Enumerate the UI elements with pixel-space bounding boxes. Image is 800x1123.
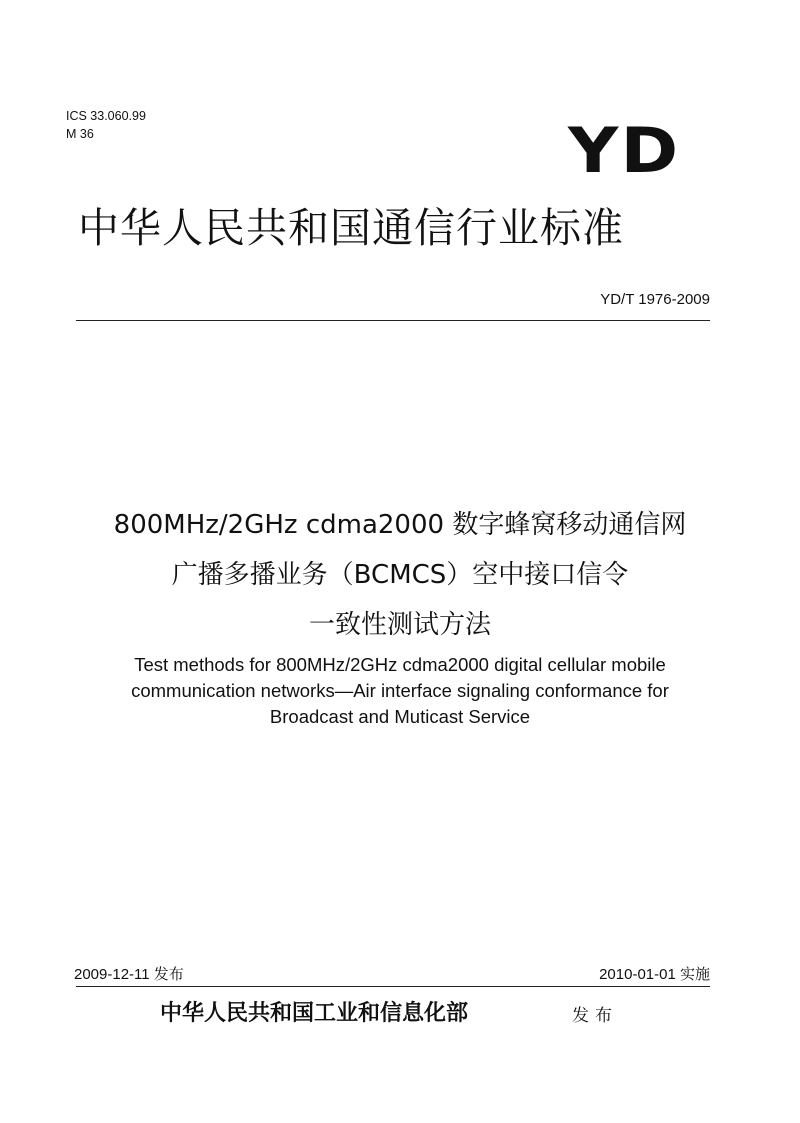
publisher-name: 中华人民共和国工业和信息化部 — [160, 1000, 469, 1026]
english-title — [60, 652, 740, 730]
yd-logo: YD — [568, 114, 681, 187]
chinese-title-line-1: 800MHz/2GHz cdma2000 数字蜂窝移动通信网 — [113, 510, 687, 540]
publish-label: 发布 — [572, 1006, 618, 1025]
chinese-title — [60, 500, 740, 650]
classification-codes — [66, 107, 146, 143]
implementation-date: 2010-01-01 实施 — [599, 966, 710, 983]
english-title-line-3: Broadcast and Muticast Service — [269, 706, 531, 727]
ccs-code: M 36 — [66, 127, 94, 141]
standard-number: YD/T 1976-2009 — [600, 291, 710, 308]
standard-title: 中华人民共和国通信行业标准 — [78, 204, 624, 252]
english-title-line-1: Test methods for 800MHz/2GHz cdma2000 digital cellular mobile — [134, 654, 666, 675]
top-divider — [76, 320, 710, 321]
ics-code: ICS 33.060.99 — [66, 109, 146, 123]
bottom-divider — [76, 986, 710, 987]
issue-date: 2009-12-11 发布 — [74, 966, 184, 983]
chinese-title-line-3: 一致性测试方法 — [308, 610, 491, 640]
chinese-title-line-2: 广播多播业务（BCMCS）空中接口信令 — [171, 560, 629, 590]
english-title-line-2: communication networks—Air interface signaling conformance for — [131, 680, 669, 701]
